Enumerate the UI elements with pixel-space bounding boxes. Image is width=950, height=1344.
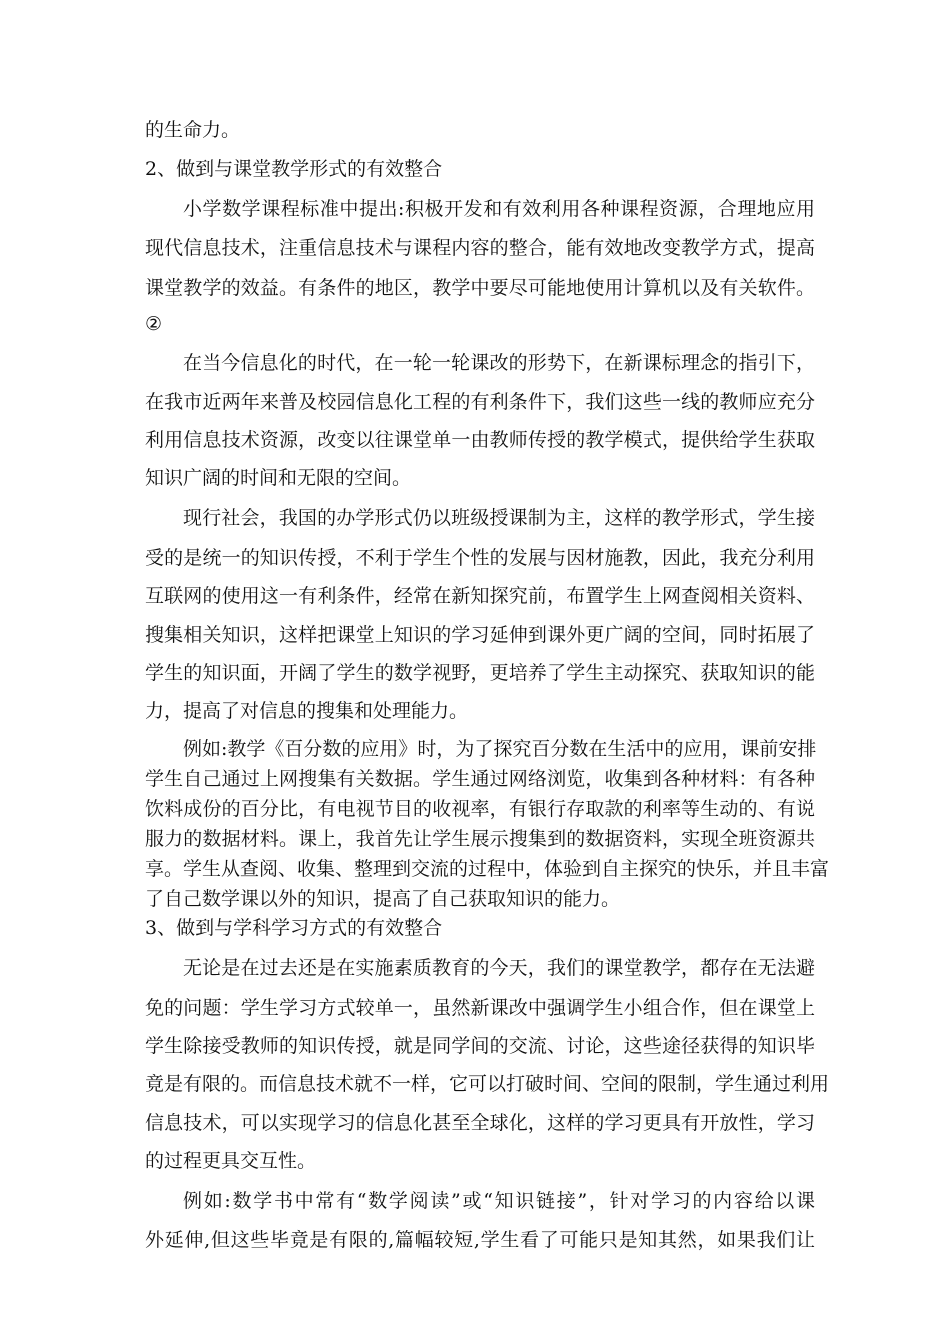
text-line: 信息技术，可以实现学习的信息化甚至全球化，这样的学习更具有开放性，学习 <box>145 1112 815 1134</box>
text-line: 了自己数学课以外的知识，提高了自己获取知识的能力。 <box>145 888 621 910</box>
text-line: 在我市近两年来普及校园信息化工程的有利条件下，我们这些一线的教师应充分 <box>145 391 815 413</box>
text-line: 现行社会，我国的办学形式仍以班级授课制为主，这样的教学形式，学生接 <box>183 507 815 529</box>
text-line: 现代信息技术，注重信息技术与课程内容的整合，能有效地改变教学方式，提高 <box>145 237 815 259</box>
text-line: 竟是有限的。而信息技术就不一样，它可以打破时间、空间的限制，学生通过利用 <box>145 1073 830 1095</box>
section-heading: 3、做到与学科学习方式的有效整合 <box>145 917 443 939</box>
text-line: 外延伸,但这些毕竟是有限的,篇幅较短,学生看了可能只是知其然，如果我们让 <box>145 1229 815 1251</box>
text-line: 知识广阔的时间和无限的空间。 <box>145 467 412 489</box>
text-line: 搜集相关知识，这样把课堂上知识的学习延伸到课外更广阔的空间，同时拓展了 <box>145 624 815 646</box>
text-line: 互联网的使用这一有利条件，经常在新知探究前，布置学生上网查阅相关资料、 <box>145 585 815 607</box>
text-line: 无论是在过去还是在实施素质教育的今天，我们的课堂教学，都存在无法避 <box>183 957 815 979</box>
text-line: 利用信息技术资源，改变以往课堂单一由教师传授的教学模式，提供给学生获取 <box>145 429 815 451</box>
section-heading: 2、做到与课堂教学形式的有效整合 <box>145 158 443 180</box>
text-line: 课堂教学的效益。有条件的地区，教学中要尽可能地使用计算机以及有关软件。 <box>145 277 815 299</box>
text-line: 受的是统一的知识传授，不利于学生个性的发展与因材施教，因此，我充分利用 <box>145 547 815 569</box>
text-line: 学生自己通过上网搜集有关数据。学生通过网络浏览，收集到各种材料：有各种 <box>145 768 815 790</box>
text-line: 饮料成份的百分比，有电视节目的收视率，有银行存取款的利率等生动的、有说 <box>145 798 815 820</box>
text-line: 例如:教学《百分数的应用》时，为了探究百分数在生活中的应用，课前安排 <box>183 738 817 760</box>
text-line: 学生的知识面，开阔了学生的数学视野，更培养了学生主动探究、获取知识的能 <box>145 662 815 684</box>
text-line: 享。学生从查阅、收集、整理到交流的过程中，体验到自主探究的快乐，并且丰富 <box>145 858 830 880</box>
text-line: 免的问题：学生学习方式较单一，虽然新课改中强调学生小组合作，但在课堂上 <box>145 997 815 1019</box>
text-line: 的生命力。 <box>145 119 241 141</box>
text-line: 在当今信息化的时代，在一轮一轮课改的形势下，在新课标理念的指引下， <box>183 352 815 374</box>
text-line: 例如:数学书中常有“数学阅读”或“知识链接”，针对学习的内容给以课 <box>183 1190 815 1212</box>
text-line: 小学数学课程标准中提出:积极开发和有效利用各种课程资源，合理地应用 <box>183 198 815 220</box>
footnote-marker: ② <box>145 313 163 335</box>
text-line: 服力的数据材料。课上，我首先让学生展示搜集到的数据资料，实现全班资源共 <box>145 828 815 850</box>
text-line: 力，提高了对信息的搜集和处理能力。 <box>145 700 469 722</box>
text-line: 学生除接受教师的知识传授，就是同学间的交流、讨论，这些途径获得的知识毕 <box>145 1035 815 1057</box>
text-line: 的过程更具交互性。 <box>145 1150 317 1172</box>
